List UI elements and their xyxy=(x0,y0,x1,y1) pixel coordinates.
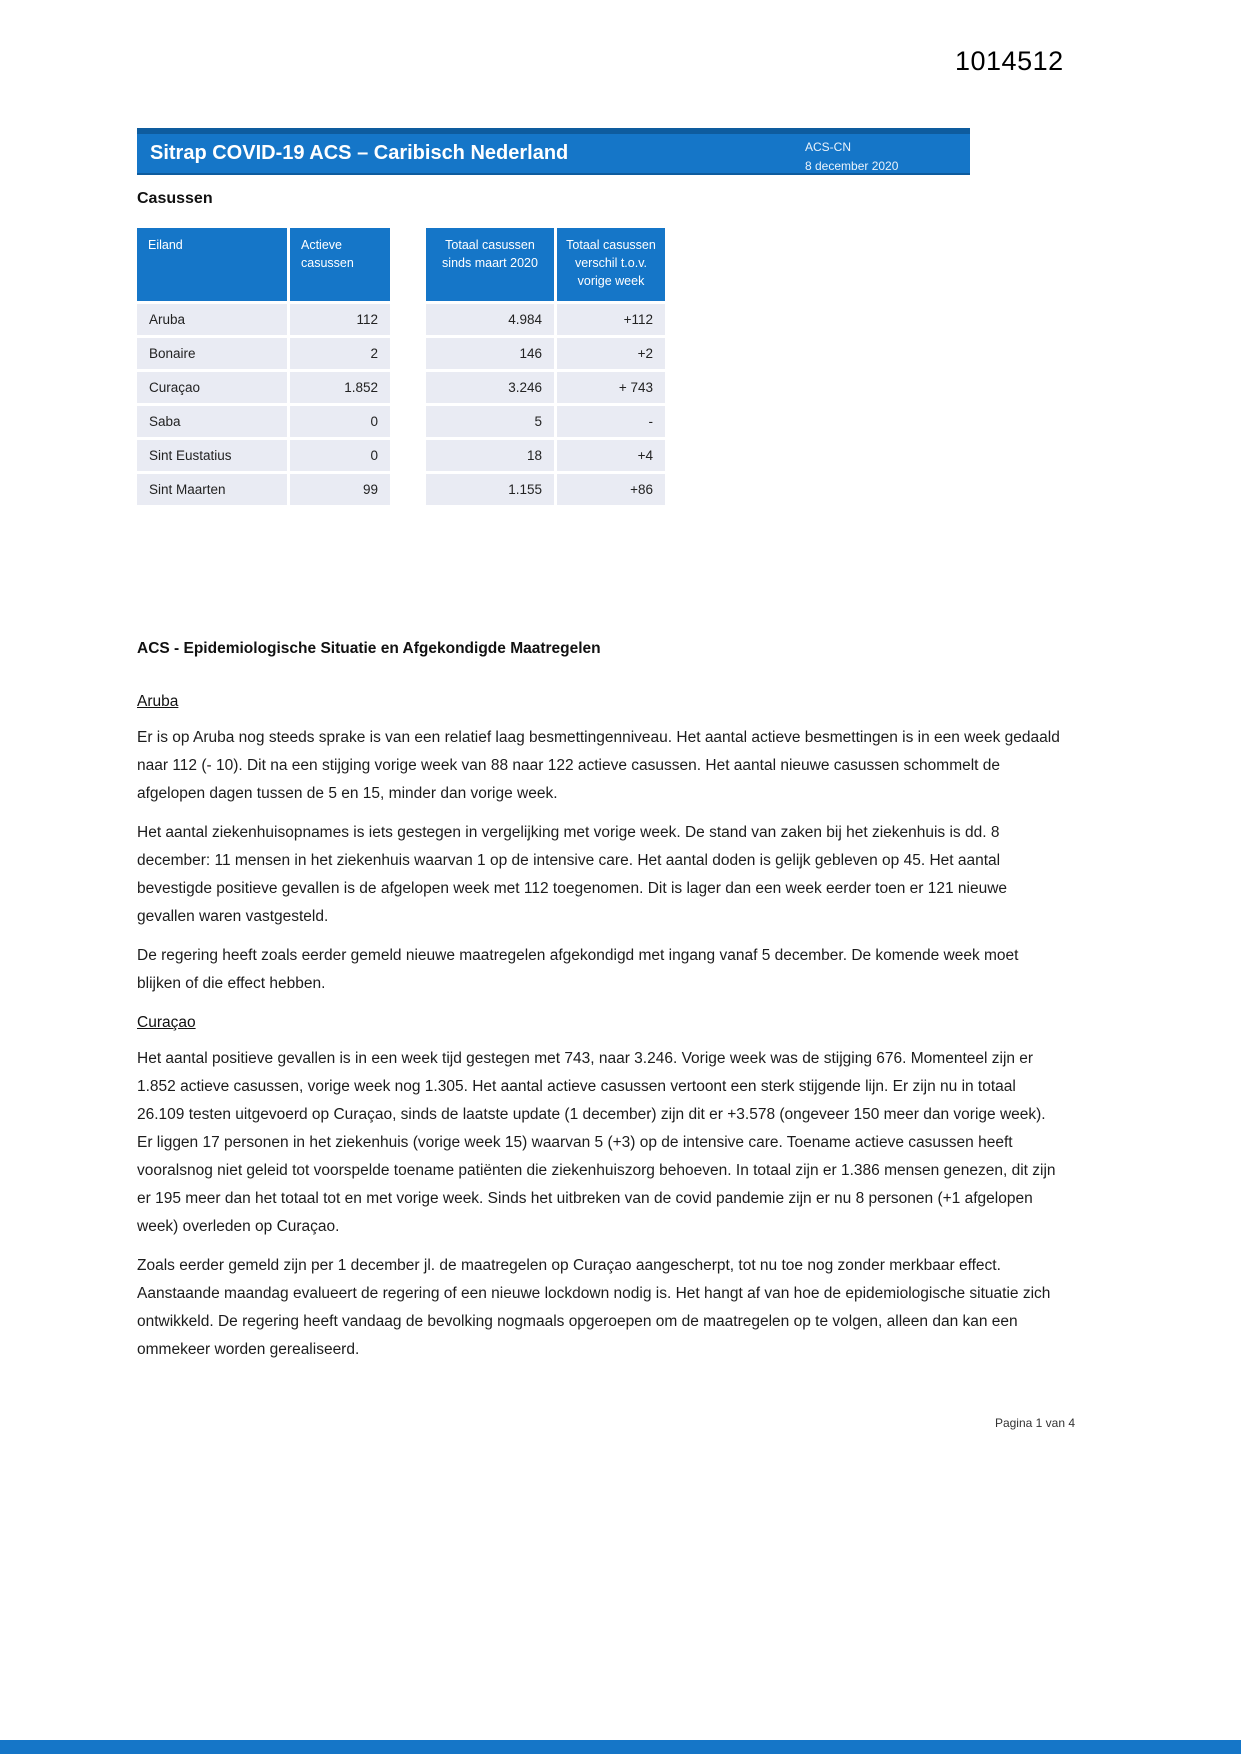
column-header-totaal-casussen: Totaal casussen sinds maart 2020 xyxy=(426,228,554,301)
table-header-row xyxy=(137,228,665,301)
cell-eiland: Curaçao xyxy=(137,372,287,403)
table-column-gap xyxy=(393,372,423,403)
aruba-paragraph-2: Het aantal ziekenhuisopnames is iets gestegen in vergelijking met vorige week. De stand van zaken bij het ziekenhuis is dd. 8 december: 11 mensen in het ziekenhuis waarvan 1 op de intensive care. Het aantal doden is gelijk gebleven op 45. Het aantal bevestigde positieve gevallen is de afgelopen week met 112 toegenomen. Dit is lager dan een week eerder toen er 121 nieuwe gevallen waren vastgesteld. xyxy=(137,824,1008,925)
cell-verschil: + 743 xyxy=(557,372,665,403)
column-header-verschil: Totaal casussen verschil t.o.v. vorige week xyxy=(557,228,665,301)
cell-actieve: 99 xyxy=(290,474,390,505)
cell-verschil: - xyxy=(557,406,665,437)
cell-totaal: 3.246 xyxy=(426,372,554,403)
table-column-gap xyxy=(393,474,423,505)
report-header-meta xyxy=(805,138,898,175)
report-date: 8 december 2020 xyxy=(805,158,899,173)
table-column-gap xyxy=(393,228,423,301)
document-number: 1014512 xyxy=(955,46,1064,76)
table-row xyxy=(137,304,665,335)
aruba-paragraph-1: Er is op Aruba nog steeds sprake is van een relatief laag besmettingenniveau. Het aantal actieve besmettingen is in een week gedaald naar 112 (- 10). Dit na een stijging vorige week van 88 naar 122 actieve casussen. Het aantal nieuwe casussen schommelt de afgelopen dagen tussen de 5 en 15, minder dan vorige week. xyxy=(137,729,1060,802)
cell-totaal: 5 xyxy=(426,406,554,437)
cell-totaal: 146 xyxy=(426,338,554,369)
table-row xyxy=(137,406,665,437)
table-column-gap xyxy=(393,406,423,437)
cell-verschil: +86 xyxy=(557,474,665,505)
page-number: Pagina 1 van 4 xyxy=(994,1416,1075,1430)
cell-totaal: 1.155 xyxy=(426,474,554,505)
cell-eiland: Sint Maarten xyxy=(137,474,287,505)
page-bottom-bar xyxy=(0,1740,1241,1754)
cell-verschil: +4 xyxy=(557,440,665,471)
cell-eiland: Saba xyxy=(137,406,287,437)
aruba-paragraph-3: De regering heeft zoals eerder gemeld nieuwe maatregelen afgekondigd met ingang vanaf 5 december. De komende week moet blijken of die effect hebben. xyxy=(137,947,1019,992)
casussen-heading: Casussen xyxy=(137,190,213,207)
cell-actieve: 0 xyxy=(290,440,390,471)
cell-totaal: 18 xyxy=(426,440,554,471)
cell-eiland: Sint Eustatius xyxy=(137,440,287,471)
table-row xyxy=(137,372,665,403)
table-column-gap xyxy=(393,338,423,369)
cell-actieve: 1.852 xyxy=(290,372,390,403)
cell-eiland: Aruba xyxy=(137,304,287,335)
cell-actieve: 2 xyxy=(290,338,390,369)
report-org: ACS-CN xyxy=(805,140,852,154)
report-body-text xyxy=(137,724,1062,1375)
aruba-section-heading: Aruba xyxy=(137,693,179,710)
cell-eiland: Bonaire xyxy=(137,338,287,369)
table-column-gap xyxy=(393,440,423,471)
epidemiology-section-heading: ACS - Epidemiologische Situatie en Afgekondigde Maatregelen xyxy=(137,640,601,657)
table-row xyxy=(137,338,665,369)
curacao-paragraph-1: Het aantal positieve gevallen is in een week tijd gestegen met 743, naar 3.246. Vorige week was de stijging 676. Momenteel zijn er 1.852 actieve casussen, vorige week nog 1.305. Het aantal actieve casussen vertoont een sterk stijgende lijn. Er zijn nu in totaal 26.109 testen uitgevoerd op Curaçao, sinds de laatste update (1 december) zijn dit er +3.578 (ongeveer 150 meer dan vorige week). Er liggen 17 personen in het ziekenhuis (vorige week 15) waarvan 5 (+3) op de intensive care. Toename actieve casussen heeft vooralsnog niet geleid tot voorspelde toename patiënten die ziekenhuiszorg behoeven. In totaal zijn er 1.386 mensen genezen, dit zijn er 195 meer dan het totaal tot en met vorige week. Sinds het uitbreken van de covid pandemie zijn er nu 8 personen (+1 afgelopen week) overleden op Curaçao. xyxy=(137,1050,1056,1235)
table-row xyxy=(137,440,665,471)
cell-actieve: 112 xyxy=(290,304,390,335)
report-header-bar xyxy=(137,128,970,175)
curacao-paragraph-2: Zoals eerder gemeld zijn per 1 december jl. de maatregelen op Curaçao aangescherpt, tot nu toe nog zonder merkbaar effect. Aanstaande maandag evalueert de regering of een nieuwe lockdown nodig is. Het hangt af van hoe de epidemiologische situatie zich ontwikkeld. De regering heeft vandaag de bevolking nogmaals opgeroepen om de maatregelen op te volgen, alleen dan kan een ommekeer worden gerealiseerd. xyxy=(137,1257,1051,1358)
column-header-eiland: Eiland xyxy=(137,228,287,301)
cell-totaal: 4.984 xyxy=(426,304,554,335)
table-column-gap xyxy=(393,304,423,335)
cell-actieve: 0 xyxy=(290,406,390,437)
curacao-section-heading: Curaçao xyxy=(137,1014,196,1031)
cell-verschil: +2 xyxy=(557,338,665,369)
column-header-actieve-casussen: Actieve casussen xyxy=(290,228,390,301)
table-row xyxy=(137,474,665,505)
cell-verschil: +112 xyxy=(557,304,665,335)
report-title: Sitrap COVID-19 ACS – Caribisch Nederland xyxy=(150,142,569,164)
cases-table xyxy=(137,228,665,508)
